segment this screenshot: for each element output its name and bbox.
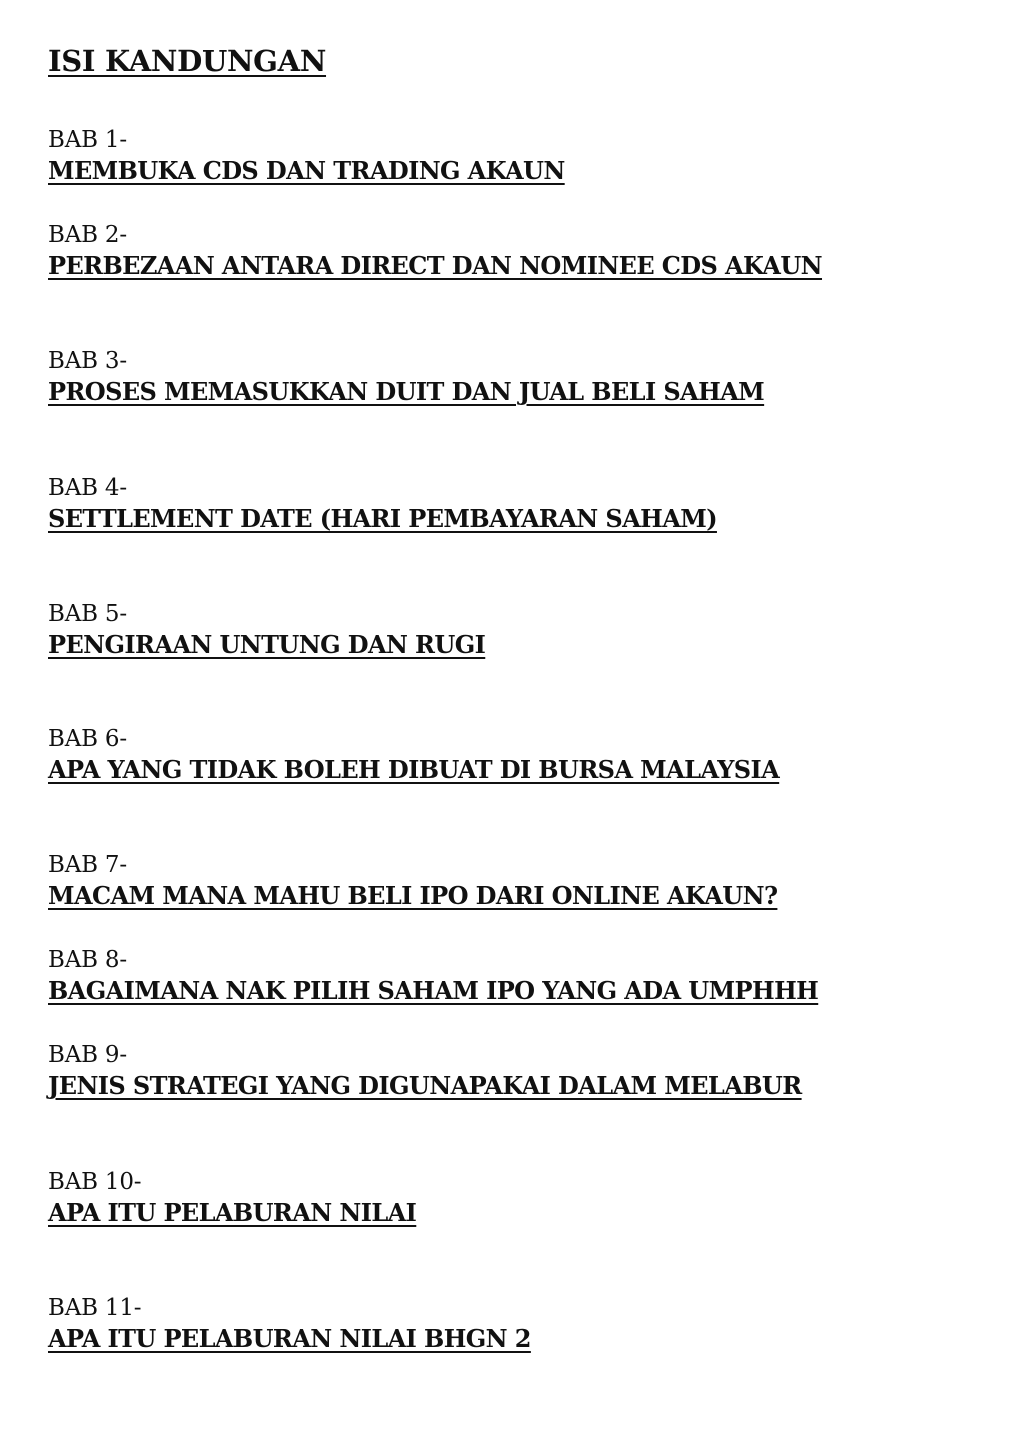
toc-entry-bab-8[interactable]	[48, 945, 818, 1007]
toc-entry-bab-2[interactable]	[48, 220, 822, 282]
chapter-number: BAB 4-	[48, 475, 127, 501]
chapter-number: BAB 9-	[48, 1042, 127, 1068]
chapter-title[interactable]: MACAM MANA MAHU BELI IPO DARI ONLINE AKAUN?	[48, 881, 778, 910]
chapter-title[interactable]: APA ITU PELABURAN NILAI BHGN 2	[48, 1324, 531, 1353]
toc-entry-bab-4[interactable]	[48, 473, 717, 535]
toc-entry-bab-9[interactable]	[48, 1040, 802, 1102]
page-title: ISI KANDUNGAN	[48, 44, 327, 78]
chapter-number: BAB 8-	[48, 947, 127, 973]
chapter-title[interactable]: BAGAIMANA NAK PILIH SAHAM IPO YANG ADA UMPHHH	[48, 976, 819, 1005]
toc-entry-bab-1[interactable]	[48, 125, 565, 187]
toc-entry-bab-11[interactable]	[48, 1293, 531, 1355]
chapter-number: BAB 5-	[48, 601, 127, 627]
chapter-number: BAB 2-	[48, 222, 127, 248]
chapter-number: BAB 3-	[48, 348, 127, 374]
chapter-title[interactable]: SETTLEMENT DATE (HARI PEMBAYARAN SAHAM)	[48, 504, 717, 533]
toc-entry-bab-7[interactable]	[48, 850, 777, 912]
chapter-number: BAB 1-	[48, 127, 127, 153]
chapter-title[interactable]: MEMBUKA CDS DAN TRADING AKAUN	[48, 156, 565, 185]
chapter-title[interactable]: JENIS STRATEGI YANG DIGUNAPAKAI DALAM MELABUR	[48, 1071, 802, 1100]
chapter-title[interactable]: APA YANG TIDAK BOLEH DIBUAT DI BURSA MALAYSIA	[48, 755, 780, 784]
chapter-number: BAB 10-	[48, 1169, 142, 1195]
chapter-title[interactable]: PERBEZAAN ANTARA DIRECT DAN NOMINEE CDS AKAUN	[48, 251, 823, 280]
chapter-number: BAB 6-	[48, 726, 127, 752]
toc-entry-bab-10[interactable]	[48, 1167, 416, 1229]
chapter-number: BAB 7-	[48, 852, 127, 878]
chapter-title[interactable]: PROSES MEMASUKKAN DUIT DAN JUAL BELI SAHAM	[48, 377, 765, 406]
toc-entry-bab-5[interactable]	[48, 599, 485, 661]
chapter-number: BAB 11-	[48, 1295, 142, 1321]
toc-entry-bab-6[interactable]	[48, 724, 779, 786]
toc-entry-bab-3[interactable]	[48, 346, 764, 408]
chapter-title[interactable]: APA ITU PELABURAN NILAI	[48, 1198, 417, 1227]
chapter-title[interactable]: PENGIRAAN UNTUNG DAN RUGI	[48, 630, 486, 659]
